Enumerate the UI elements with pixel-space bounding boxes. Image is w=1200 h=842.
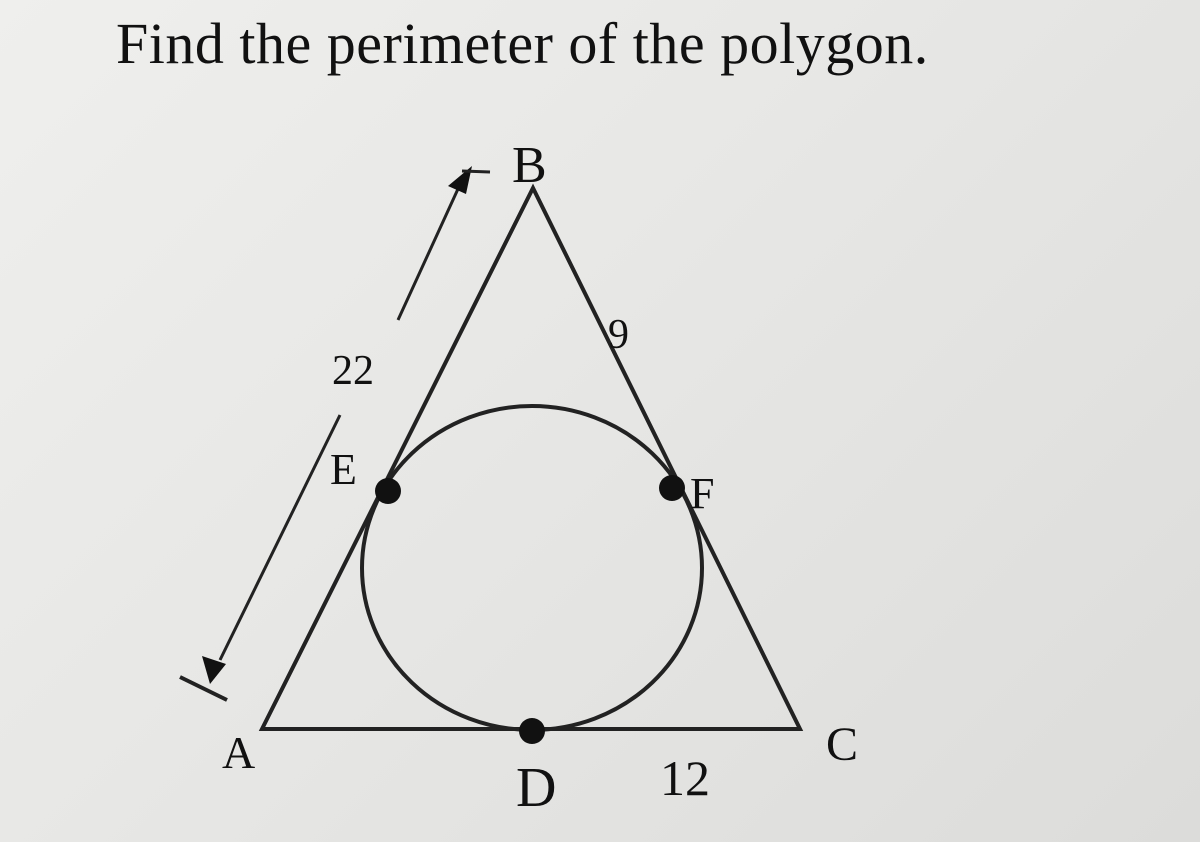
- point-f-dot: [659, 475, 685, 501]
- measure-bf: 9: [608, 312, 629, 358]
- point-label-e: E: [330, 445, 357, 494]
- inscribed-circle: [362, 406, 702, 730]
- vertex-label-c: C: [826, 718, 859, 771]
- vertex-label-a: A: [222, 727, 256, 778]
- point-d-dot: [519, 718, 545, 744]
- measure-ab: 22: [332, 348, 374, 394]
- point-label-d: D: [516, 757, 557, 819]
- measure-dc: 12: [660, 750, 710, 806]
- dimension-line-ab: [180, 166, 490, 700]
- point-label-f: F: [690, 469, 715, 518]
- vertex-label-b: B: [512, 137, 547, 194]
- point-e-dot: [375, 478, 401, 504]
- question-text: Find the perimeter of the polygon.: [116, 11, 929, 76]
